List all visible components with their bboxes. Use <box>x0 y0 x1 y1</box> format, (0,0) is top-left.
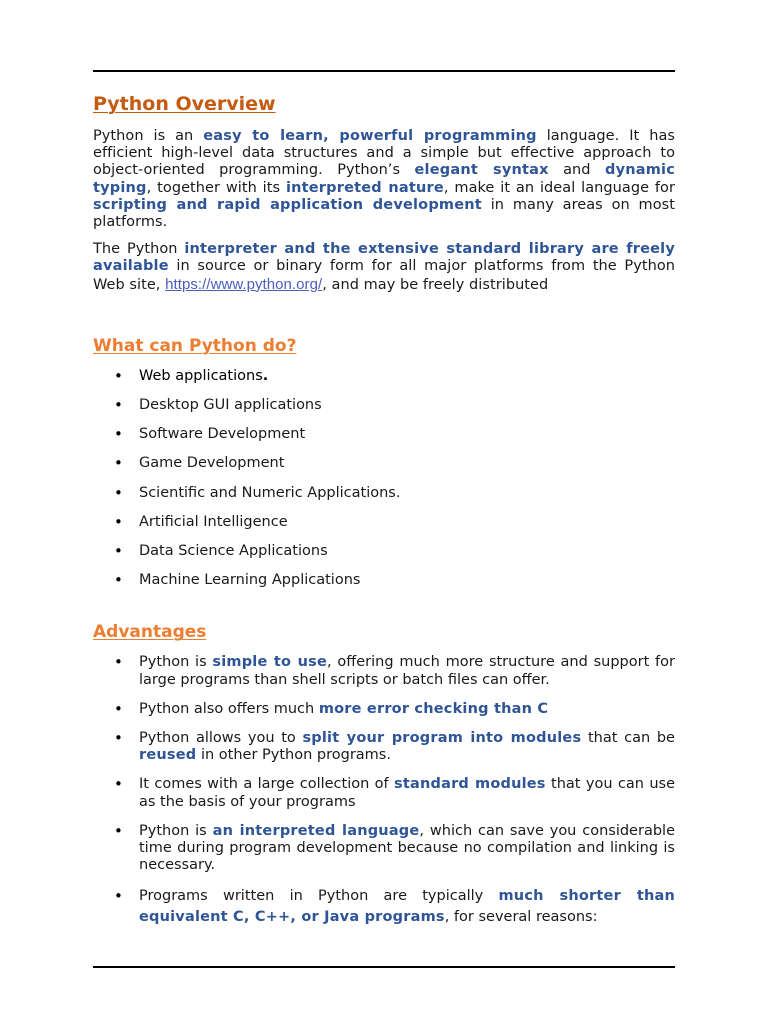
intro-paragraph-2 <box>93 241 675 294</box>
text-run: It comes with a large collection of <box>139 776 395 793</box>
highlighted-text: standard modules <box>394 776 546 793</box>
section-heading-what-can-python-do: What can Python do? <box>93 335 297 356</box>
capabilities-list <box>93 368 675 590</box>
page-title: Python Overview <box>93 93 276 115</box>
highlighted-text: reused <box>139 747 197 764</box>
section-heading-advantages: Advantages <box>93 622 207 643</box>
list-item <box>93 368 675 385</box>
p2-end: , and may be freely distributed <box>322 276 549 293</box>
highlighted-text: simple to use <box>212 654 328 671</box>
list-item: • Scientific and Numeric Applications. <box>93 485 675 502</box>
document-body <box>93 88 675 940</box>
list-item <box>93 886 675 928</box>
list-item: • Machine Learning Applications <box>93 572 675 589</box>
intro-paragraph-1 <box>93 128 675 231</box>
text-run: , for several reasons: <box>444 909 598 926</box>
advantages-list <box>93 654 675 928</box>
text-run: , together with its <box>146 179 286 196</box>
highlighted-text: scripting and rapid application development <box>93 196 482 213</box>
highlighted-text: an interpreted language <box>212 822 420 839</box>
list-item-period: . <box>262 367 269 384</box>
text-run: , make it an ideal language for <box>443 179 675 196</box>
text-run: that can be <box>581 730 675 747</box>
highlighted-text: much shorter than equivalent C, C++, or Java programs <box>139 888 675 926</box>
text-run: , which can save you considerable time during program development because no compilation and linking is necessary. <box>139 822 675 874</box>
text-run: Programs written in Python are typically <box>139 888 499 905</box>
list-item: • Software Development <box>93 426 675 443</box>
highlighted-text: more error checking than C <box>318 700 549 717</box>
highlighted-text: elegant syntax <box>414 162 549 179</box>
top-rule <box>93 70 675 72</box>
list-item: • Data Science Applications <box>93 543 675 560</box>
list-item-text: Web applications <box>139 367 263 384</box>
text-run: Python is an <box>93 128 204 144</box>
text-run: that you can use as the basis of your programs <box>139 776 675 810</box>
bottom-rule <box>93 966 675 968</box>
text-run: in many areas on most platforms. <box>93 196 675 231</box>
highlighted-text: split your program into modules <box>302 730 582 747</box>
text-run: and <box>548 162 605 179</box>
text-run: Python is <box>139 822 213 839</box>
highlighted-text: dynamic typing <box>93 162 676 196</box>
list-item <box>93 776 675 810</box>
highlighted-text: interpreted nature <box>285 179 444 196</box>
text-run: Python is <box>139 654 213 671</box>
p2-start: The Python <box>93 241 185 258</box>
list-item <box>93 654 675 688</box>
text-run: Python allows you to <box>139 730 303 747</box>
list-item: • Desktop GUI applications <box>93 397 675 414</box>
text-run: Python also offers much <box>139 700 319 717</box>
python-website-link[interactable]: https://www.python.org/ <box>165 275 323 293</box>
highlighted-text: easy to learn, powerful programming <box>203 128 537 144</box>
list-item <box>93 823 675 875</box>
list-item: • Game Development <box>93 455 675 472</box>
text-run: language. It has efficient high-level data structures and a simple but effective approach to object-oriented programming. Python’s <box>93 128 675 179</box>
p2-highlight: interpreter and the extensive standard library are freely available <box>93 241 675 275</box>
list-item <box>93 701 675 718</box>
text-run: in other Python programs. <box>196 747 391 764</box>
list-item: • Artificial Intelligence <box>93 514 675 531</box>
p2-mid: in source or binary form for all major platforms from the Python Web site, <box>93 258 675 293</box>
text-run: , offering much more structure and support for large programs than shell scripts or batch files can offer. <box>139 654 675 688</box>
list-item <box>93 730 675 764</box>
